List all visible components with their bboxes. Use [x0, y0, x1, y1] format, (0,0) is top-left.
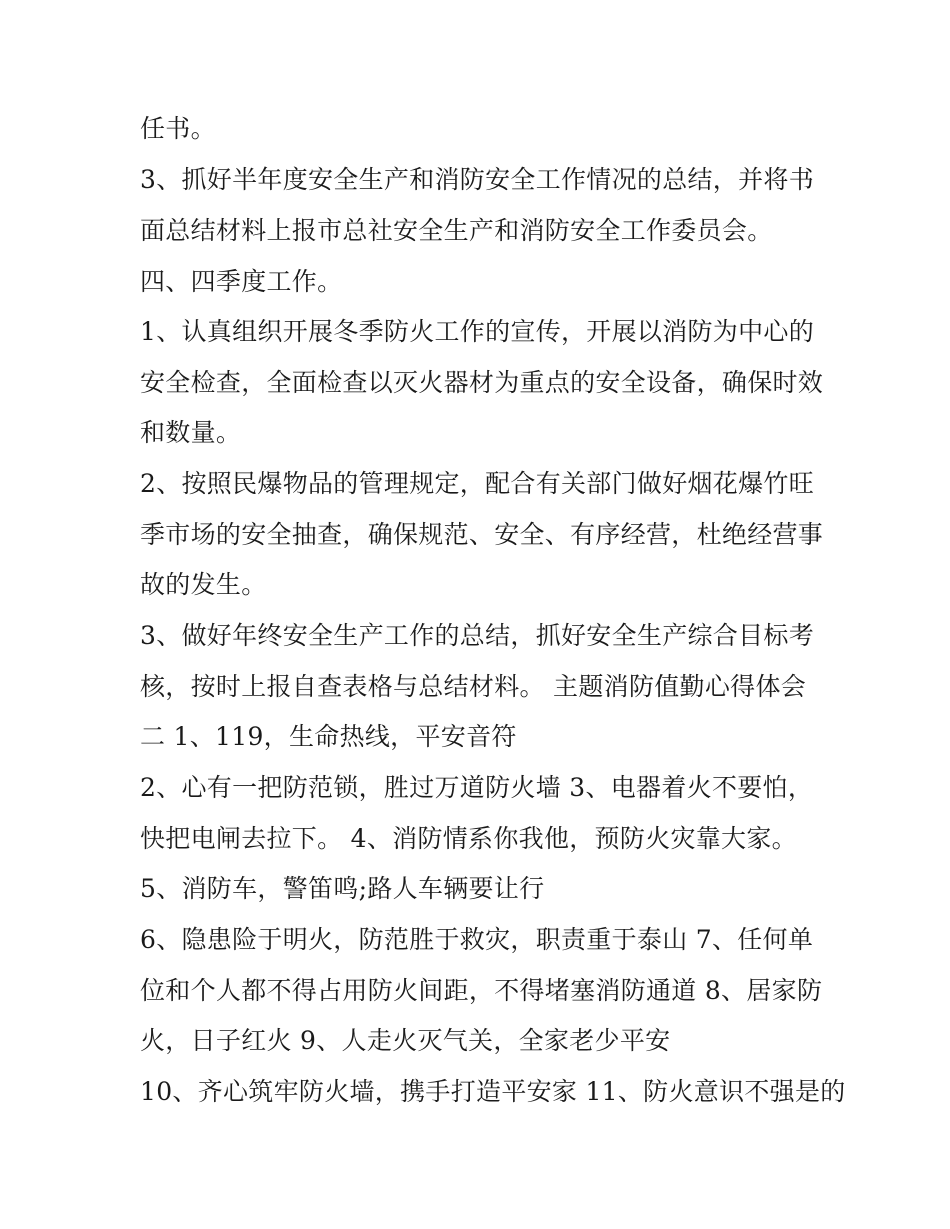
text-line: 3、做好年终安全生产工作的总结，抓好安全生产综合目标考 — [140, 621, 815, 650]
text-line: 和数量。 — [140, 418, 242, 447]
text-line: 安全检查，全面检查以灭火器材为重点的安全设备，确保时效 — [140, 368, 824, 397]
text-line: 二 1、119，生命热线，平安音符 — [140, 722, 517, 751]
section-heading: 四、四季度工作。 — [140, 267, 343, 296]
text-line: 5、消防车，警笛鸣;路人车辆要让行 — [140, 874, 545, 903]
text-line: 6、隐患险于明火，防范胜于救灾，职责重于泰山 7、任何单 — [140, 925, 814, 954]
text-line: 10、齐心筑牢防火墙，携手打造平安家 11、防火意识不强是的 — [140, 1077, 846, 1106]
text-line: 面总结材料上报市总社安全生产和消防安全工作委员会。 — [140, 216, 773, 245]
text-line: 2、心有一把防范锁，胜过万道防火墙 3、电器着火不要怕， — [140, 773, 814, 802]
text-line: 季市场的安全抽查，确保规范、安全、有序经营，杜绝经营事 — [140, 520, 824, 549]
text-line: 故的发生。 — [140, 570, 267, 599]
text-line: 火，日子红火 9、人走火灭气关，全家老少平安 — [140, 1026, 671, 1055]
text-line: 3、抓好半年度安全生产和消防安全工作情况的总结，并将书 — [140, 165, 815, 194]
text-line: 快把电闸去拉下。 4、消防情系你我他，预防火灾靠大家。 — [140, 824, 797, 853]
text-line: 核，按时上报自查表格与总结材料。 主题消防值勤心得体会 — [140, 672, 807, 701]
text-line: 任书。 — [140, 114, 216, 143]
text-line: 位和个人都不得占用防火间距，不得堵塞消防通道 8、居家防 — [140, 976, 823, 1005]
text-line: 1、认真组织开展冬季防火工作的宣传，开展以消防为中心的 — [140, 317, 815, 346]
text-line: 2、按照民爆物品的管理规定，配合有关部门做好烟花爆竹旺 — [140, 469, 815, 498]
